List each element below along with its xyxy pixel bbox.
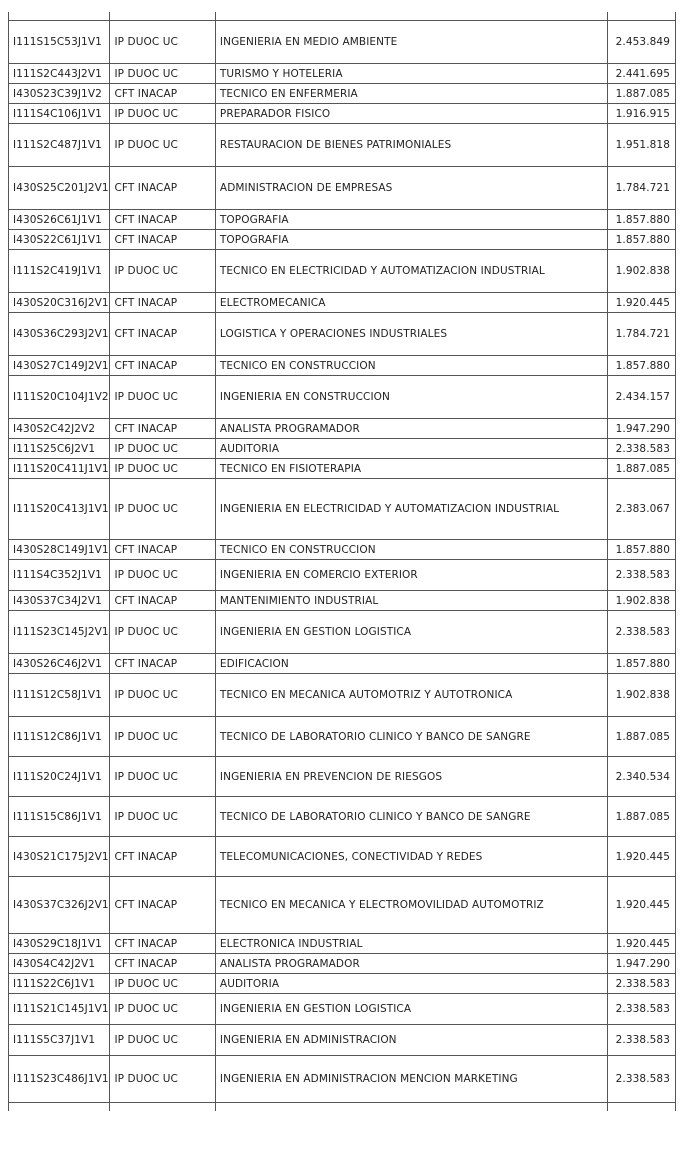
cell-program: INGENIERIA EN MEDIO AMBIENTE [215, 21, 607, 64]
cell-program: TOPOGRAFIA [215, 210, 607, 230]
cell-code: I111S15C86J1V1 [9, 797, 110, 837]
cell-institution: IP DUOC UC [110, 104, 215, 124]
cell-institution: CFT INACAP [110, 540, 215, 560]
table-row [9, 479, 676, 540]
cell-program: INGENIERIA EN ADMINISTRACION [215, 1025, 607, 1056]
cell-program: TECNICO EN FISIOTERAPIA [215, 459, 607, 479]
table-continuation-bottom [9, 1103, 676, 1112]
cell-code: I111S21C145J1V1 [9, 994, 110, 1025]
cell-code: I111S4C106J1V1 [9, 104, 110, 124]
cell-value: 2.340.534 [607, 757, 675, 797]
cell-value: 2.441.695 [607, 64, 675, 84]
cell-institution: CFT INACAP [110, 293, 215, 313]
cell-institution: CFT INACAP [110, 419, 215, 439]
table-row [9, 124, 676, 167]
cell-institution: IP DUOC UC [110, 250, 215, 293]
cell-institution: CFT INACAP [110, 313, 215, 356]
cell-value: 1.947.290 [607, 954, 675, 974]
table-row [9, 1025, 676, 1056]
cell-value: 2.383.067 [607, 479, 675, 540]
table-row [9, 1056, 676, 1103]
table-row [9, 797, 676, 837]
cell-value: 1.784.721 [607, 167, 675, 210]
cell-value: 2.338.583 [607, 1025, 675, 1056]
cell-institution: IP DUOC UC [110, 757, 215, 797]
cell-code: I430S4C42J2V1 [9, 954, 110, 974]
table-row [9, 84, 676, 104]
cell-program: TECNICO EN CONSTRUCCION [215, 356, 607, 376]
cell-institution: IP DUOC UC [110, 674, 215, 717]
table-row [9, 419, 676, 439]
cell-value: 2.338.583 [607, 560, 675, 591]
cell-program: TELECOMUNICACIONES, CONECTIVIDAD Y REDES [215, 837, 607, 877]
cell-program: TECNICO EN CONSTRUCCION [215, 540, 607, 560]
cell-value: 1.857.880 [607, 654, 675, 674]
cell-code: I430S26C61J1V1 [9, 210, 110, 230]
table-row [9, 293, 676, 313]
programs-table [8, 12, 676, 1111]
table-row [9, 757, 676, 797]
cell-institution: CFT INACAP [110, 877, 215, 934]
cell-code: I111S12C58J1V1 [9, 674, 110, 717]
cell-code: I111S23C145J2V1 [9, 611, 110, 654]
cell-program: TECNICO DE LABORATORIO CLINICO Y BANCO DE SANGRE [215, 717, 607, 757]
table-row [9, 104, 676, 124]
cell-value: 1.947.290 [607, 419, 675, 439]
cell-program: AUDITORIA [215, 439, 607, 459]
cell-value: 1.887.085 [607, 84, 675, 104]
cell-program: ADMINISTRACION DE EMPRESAS [215, 167, 607, 210]
cell-program: RESTAURACION DE BIENES PATRIMONIALES [215, 124, 607, 167]
cell-program: INGENIERIA EN CONSTRUCCION [215, 376, 607, 419]
cell-value: 1.857.880 [607, 210, 675, 230]
table-row [9, 210, 676, 230]
cell-value: 2.338.583 [607, 994, 675, 1025]
cell-code: I430S28C149J1V1 [9, 540, 110, 560]
cell-code: I111S4C352J1V1 [9, 560, 110, 591]
programs-table-body [9, 12, 676, 1111]
table-row [9, 21, 676, 64]
table-row [9, 994, 676, 1025]
cell-institution: IP DUOC UC [110, 459, 215, 479]
table-row [9, 954, 676, 974]
cell-program: EDIFICACION [215, 654, 607, 674]
cell-institution: IP DUOC UC [110, 974, 215, 994]
cell-code: I430S37C34J2V1 [9, 591, 110, 611]
cell-code: I111S20C411J1V1 [9, 459, 110, 479]
cell-institution: CFT INACAP [110, 954, 215, 974]
cell-value: 2.338.583 [607, 611, 675, 654]
table-row [9, 167, 676, 210]
table-row [9, 654, 676, 674]
cell-institution: CFT INACAP [110, 654, 215, 674]
cell-program: INGENIERIA EN GESTION LOGISTICA [215, 611, 607, 654]
table-row [9, 230, 676, 250]
cell-code: I111S2C419J1V1 [9, 250, 110, 293]
cell-program: AUDITORIA [215, 974, 607, 994]
cell-institution: CFT INACAP [110, 84, 215, 104]
table-continuation-top [9, 12, 676, 21]
cell-code: I111S2C487J1V1 [9, 124, 110, 167]
cell-value: 1.887.085 [607, 717, 675, 757]
table-row [9, 674, 676, 717]
cell-value: 1.857.880 [607, 356, 675, 376]
cell-institution: IP DUOC UC [110, 376, 215, 419]
cell-value: 1.902.838 [607, 591, 675, 611]
table-row [9, 356, 676, 376]
cell-institution: IP DUOC UC [110, 611, 215, 654]
cell-program: TECNICO EN ELECTRICIDAD Y AUTOMATIZACION INDUSTRIAL [215, 250, 607, 293]
cell-code: I111S2C443J2V1 [9, 64, 110, 84]
cell-code: I111S20C413J1V1 [9, 479, 110, 540]
cell-institution: IP DUOC UC [110, 1025, 215, 1056]
cell-program: TECNICO EN MECANICA Y ELECTROMOVILIDAD AUTOMOTRIZ [215, 877, 607, 934]
cell-code: I111S12C86J1V1 [9, 717, 110, 757]
cell-value: 1.902.838 [607, 250, 675, 293]
cell-institution: IP DUOC UC [110, 124, 215, 167]
cell-institution: CFT INACAP [110, 167, 215, 210]
table-row [9, 540, 676, 560]
cell-code: I430S20C316J2V1 [9, 293, 110, 313]
cell-value: 1.920.445 [607, 877, 675, 934]
cell-value: 1.887.085 [607, 459, 675, 479]
cell-value: 1.857.880 [607, 230, 675, 250]
cell-code: I430S22C61J1V1 [9, 230, 110, 250]
cell-institution: IP DUOC UC [110, 797, 215, 837]
cell-institution: IP DUOC UC [110, 21, 215, 64]
table-row [9, 591, 676, 611]
cell-value: 1.902.838 [607, 674, 675, 717]
cell-value: 2.338.583 [607, 439, 675, 459]
cell-institution: IP DUOC UC [110, 439, 215, 459]
table-row [9, 64, 676, 84]
cell-program: ANALISTA PROGRAMADOR [215, 954, 607, 974]
cell-code: I430S26C46J2V1 [9, 654, 110, 674]
table-row [9, 439, 676, 459]
table-row [9, 877, 676, 934]
cell-institution: IP DUOC UC [110, 1056, 215, 1103]
table-row [9, 934, 676, 954]
table-row [9, 837, 676, 877]
cell-institution: CFT INACAP [110, 591, 215, 611]
cell-code: I430S23C39J1V2 [9, 84, 110, 104]
cell-program: TECNICO EN ENFERMERIA [215, 84, 607, 104]
cell-value: 2.338.583 [607, 974, 675, 994]
cell-value: 2.453.849 [607, 21, 675, 64]
cell-value: 1.857.880 [607, 540, 675, 560]
cell-code: I111S20C24J1V1 [9, 757, 110, 797]
cell-value: 1.784.721 [607, 313, 675, 356]
cell-program: PREPARADOR FISICO [215, 104, 607, 124]
cell-code: I111S23C486J1V1 [9, 1056, 110, 1103]
cell-code: I430S36C293J2V1 [9, 313, 110, 356]
cell-program: TECNICO EN MECANICA AUTOMOTRIZ Y AUTOTRONICA [215, 674, 607, 717]
table-row [9, 717, 676, 757]
cell-institution: IP DUOC UC [110, 994, 215, 1025]
cell-institution: CFT INACAP [110, 230, 215, 250]
cell-institution: IP DUOC UC [110, 64, 215, 84]
cell-program: INGENIERIA EN ADMINISTRACION MENCION MARKETING [215, 1056, 607, 1103]
cell-institution: IP DUOC UC [110, 479, 215, 540]
cell-value: 2.434.157 [607, 376, 675, 419]
table-row [9, 376, 676, 419]
table-row [9, 313, 676, 356]
cell-program: INGENIERIA EN GESTION LOGISTICA [215, 994, 607, 1025]
cell-code: I430S2C42J2V2 [9, 419, 110, 439]
cell-program: LOGISTICA Y OPERACIONES INDUSTRIALES [215, 313, 607, 356]
document-page [8, 12, 676, 1111]
cell-institution: CFT INACAP [110, 356, 215, 376]
table-row [9, 250, 676, 293]
cell-code: I430S37C326J2V1 [9, 877, 110, 934]
cell-institution: CFT INACAP [110, 934, 215, 954]
cell-code: I430S25C201J2V1 [9, 167, 110, 210]
cell-program: ELECTROMECANICA [215, 293, 607, 313]
cell-code: I430S27C149J2V1 [9, 356, 110, 376]
cell-program: ANALISTA PROGRAMADOR [215, 419, 607, 439]
cell-program: TOPOGRAFIA [215, 230, 607, 250]
cell-code: I430S29C18J1V1 [9, 934, 110, 954]
table-row [9, 560, 676, 591]
cell-program: INGENIERIA EN COMERCIO EXTERIOR [215, 560, 607, 591]
cell-program: TURISMO Y HOTELERIA [215, 64, 607, 84]
cell-program: INGENIERIA EN PREVENCION DE RIESGOS [215, 757, 607, 797]
cell-value: 1.920.445 [607, 934, 675, 954]
cell-institution: CFT INACAP [110, 837, 215, 877]
table-row [9, 974, 676, 994]
cell-code: I111S5C37J1V1 [9, 1025, 110, 1056]
cell-institution: IP DUOC UC [110, 560, 215, 591]
cell-institution: CFT INACAP [110, 210, 215, 230]
cell-value: 1.916.915 [607, 104, 675, 124]
cell-institution: IP DUOC UC [110, 717, 215, 757]
cell-value: 1.920.445 [607, 837, 675, 877]
cell-code: I111S15C53J1V1 [9, 21, 110, 64]
cell-value: 1.951.818 [607, 124, 675, 167]
cell-code: I430S21C175J2V1 [9, 837, 110, 877]
table-row [9, 459, 676, 479]
table-row [9, 611, 676, 654]
cell-value: 1.887.085 [607, 797, 675, 837]
cell-program: TECNICO DE LABORATORIO CLINICO Y BANCO DE SANGRE [215, 797, 607, 837]
cell-code: I111S20C104J1V2 [9, 376, 110, 419]
cell-value: 2.338.583 [607, 1056, 675, 1103]
cell-code: I111S25C6J2V1 [9, 439, 110, 459]
cell-code: I111S22C6J1V1 [9, 974, 110, 994]
cell-program: MANTENIMIENTO INDUSTRIAL [215, 591, 607, 611]
cell-value: 1.920.445 [607, 293, 675, 313]
cell-program: INGENIERIA EN ELECTRICIDAD Y AUTOMATIZACION INDUSTRIAL [215, 479, 607, 540]
cell-program: ELECTRONICA INDUSTRIAL [215, 934, 607, 954]
